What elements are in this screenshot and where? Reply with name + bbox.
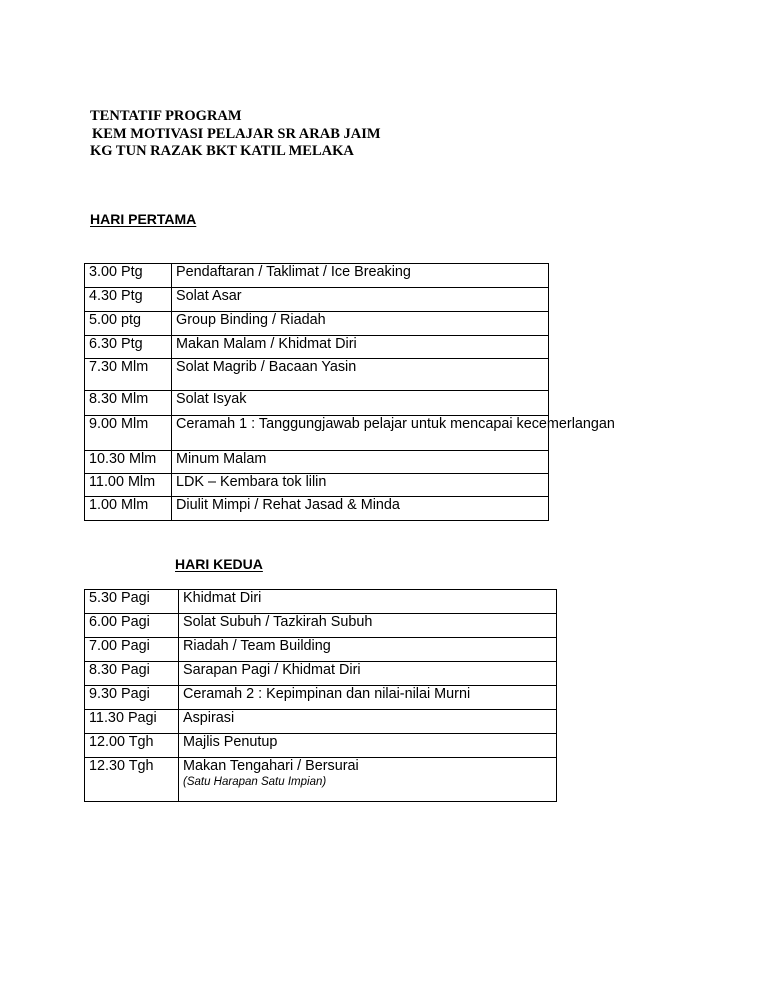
time-cell: 6.00 Pagi: [85, 614, 179, 638]
activity-cell: Solat Asar: [172, 288, 549, 312]
time-cell: 7.00 Pagi: [85, 638, 179, 662]
time-cell: 10.30 Mlm: [85, 451, 172, 474]
time-cell: 7.30 Mlm: [85, 359, 172, 391]
time-cell: 11.30 Pagi: [85, 710, 179, 734]
activity-cell: Ceramah 2 : Kepimpinan dan nilai-nilai Murni: [179, 686, 557, 710]
activity-cell: Khidmat Diri: [179, 590, 557, 614]
title-line-3: KG TUN RAZAK BKT KATIL MELAKA: [90, 143, 354, 159]
activity-text: Makan Tengahari / Bersurai: [183, 758, 359, 774]
time-cell: 4.30 Ptg: [85, 288, 172, 312]
table-row: [85, 416, 549, 451]
activity-cell: Diulit Mimpi / Rehat Jasad & Minda: [172, 497, 549, 521]
activity-cell: Ceramah 1 : Tanggungjawab pelajar untuk mencapai kecemerlangan: [172, 416, 549, 451]
table-row: [85, 614, 557, 638]
table-row: [85, 686, 557, 710]
table-row: [85, 734, 557, 758]
day2-schedule-table: [84, 589, 557, 802]
activity-cell: Sarapan Pagi / Khidmat Diri: [179, 662, 557, 686]
table-row: [85, 710, 557, 734]
time-cell: 3.00 Ptg: [85, 264, 172, 288]
table-row: [85, 288, 549, 312]
title-line-2: KEM MOTIVASI PELAJAR SR ARAB JAIM: [92, 125, 381, 142]
table-row: [85, 336, 549, 359]
table-row: [85, 451, 549, 474]
activity-cell: Aspirasi: [179, 710, 557, 734]
time-cell: 12.30 Tgh: [85, 758, 179, 802]
time-cell: 11.00 Mlm: [85, 474, 172, 497]
activity-cell: Solat Subuh / Tazkirah Subuh: [179, 614, 557, 638]
document-title: [90, 108, 381, 161]
table-row: [85, 312, 549, 336]
table-row: [85, 474, 549, 497]
activity-cell: Solat Isyak: [172, 391, 549, 416]
time-cell: 8.30 Pagi: [85, 662, 179, 686]
activity-cell: Makan Malam / Khidmat Diri: [172, 336, 549, 359]
day2-heading: HARI KEDUA: [175, 556, 263, 572]
day1-heading: HARI PERTAMA: [90, 211, 197, 227]
closing-note: (Satu Harapan Satu Impian): [183, 776, 327, 788]
title-line-1: TENTATIF PROGRAM: [90, 108, 242, 124]
table-row: [85, 638, 557, 662]
table-row: [85, 391, 549, 416]
activity-cell: [179, 758, 557, 802]
activity-cell: Riadah / Team Building: [179, 638, 557, 662]
activity-cell: Group Binding / Riadah: [172, 312, 549, 336]
table-row: [85, 264, 549, 288]
table-row: [85, 662, 557, 686]
day1-schedule-table: [84, 263, 615, 521]
time-cell: 1.00 Mlm: [85, 497, 172, 521]
time-cell: 12.00 Tgh: [85, 734, 179, 758]
activity-cell: Majlis Penutup: [179, 734, 557, 758]
time-cell: 8.30 Mlm: [85, 391, 172, 416]
activity-cell: Solat Magrib / Bacaan Yasin: [172, 359, 549, 391]
time-cell: 5.00 ptg: [85, 312, 172, 336]
activity-cell: Pendaftaran / Taklimat / Ice Breaking: [172, 264, 549, 288]
table-row: [85, 497, 549, 521]
time-cell: 5.30 Pagi: [85, 590, 179, 614]
table-row: [85, 590, 557, 614]
activity-cell: LDK – Kembara tok lilin: [172, 474, 549, 497]
time-cell: 9.00 Mlm: [85, 416, 172, 451]
time-cell: 9.30 Pagi: [85, 686, 179, 710]
time-cell: 6.30 Ptg: [85, 336, 172, 359]
activity-cell: Minum Malam: [172, 451, 549, 474]
table-row: [85, 359, 549, 391]
table-row: [85, 758, 557, 802]
